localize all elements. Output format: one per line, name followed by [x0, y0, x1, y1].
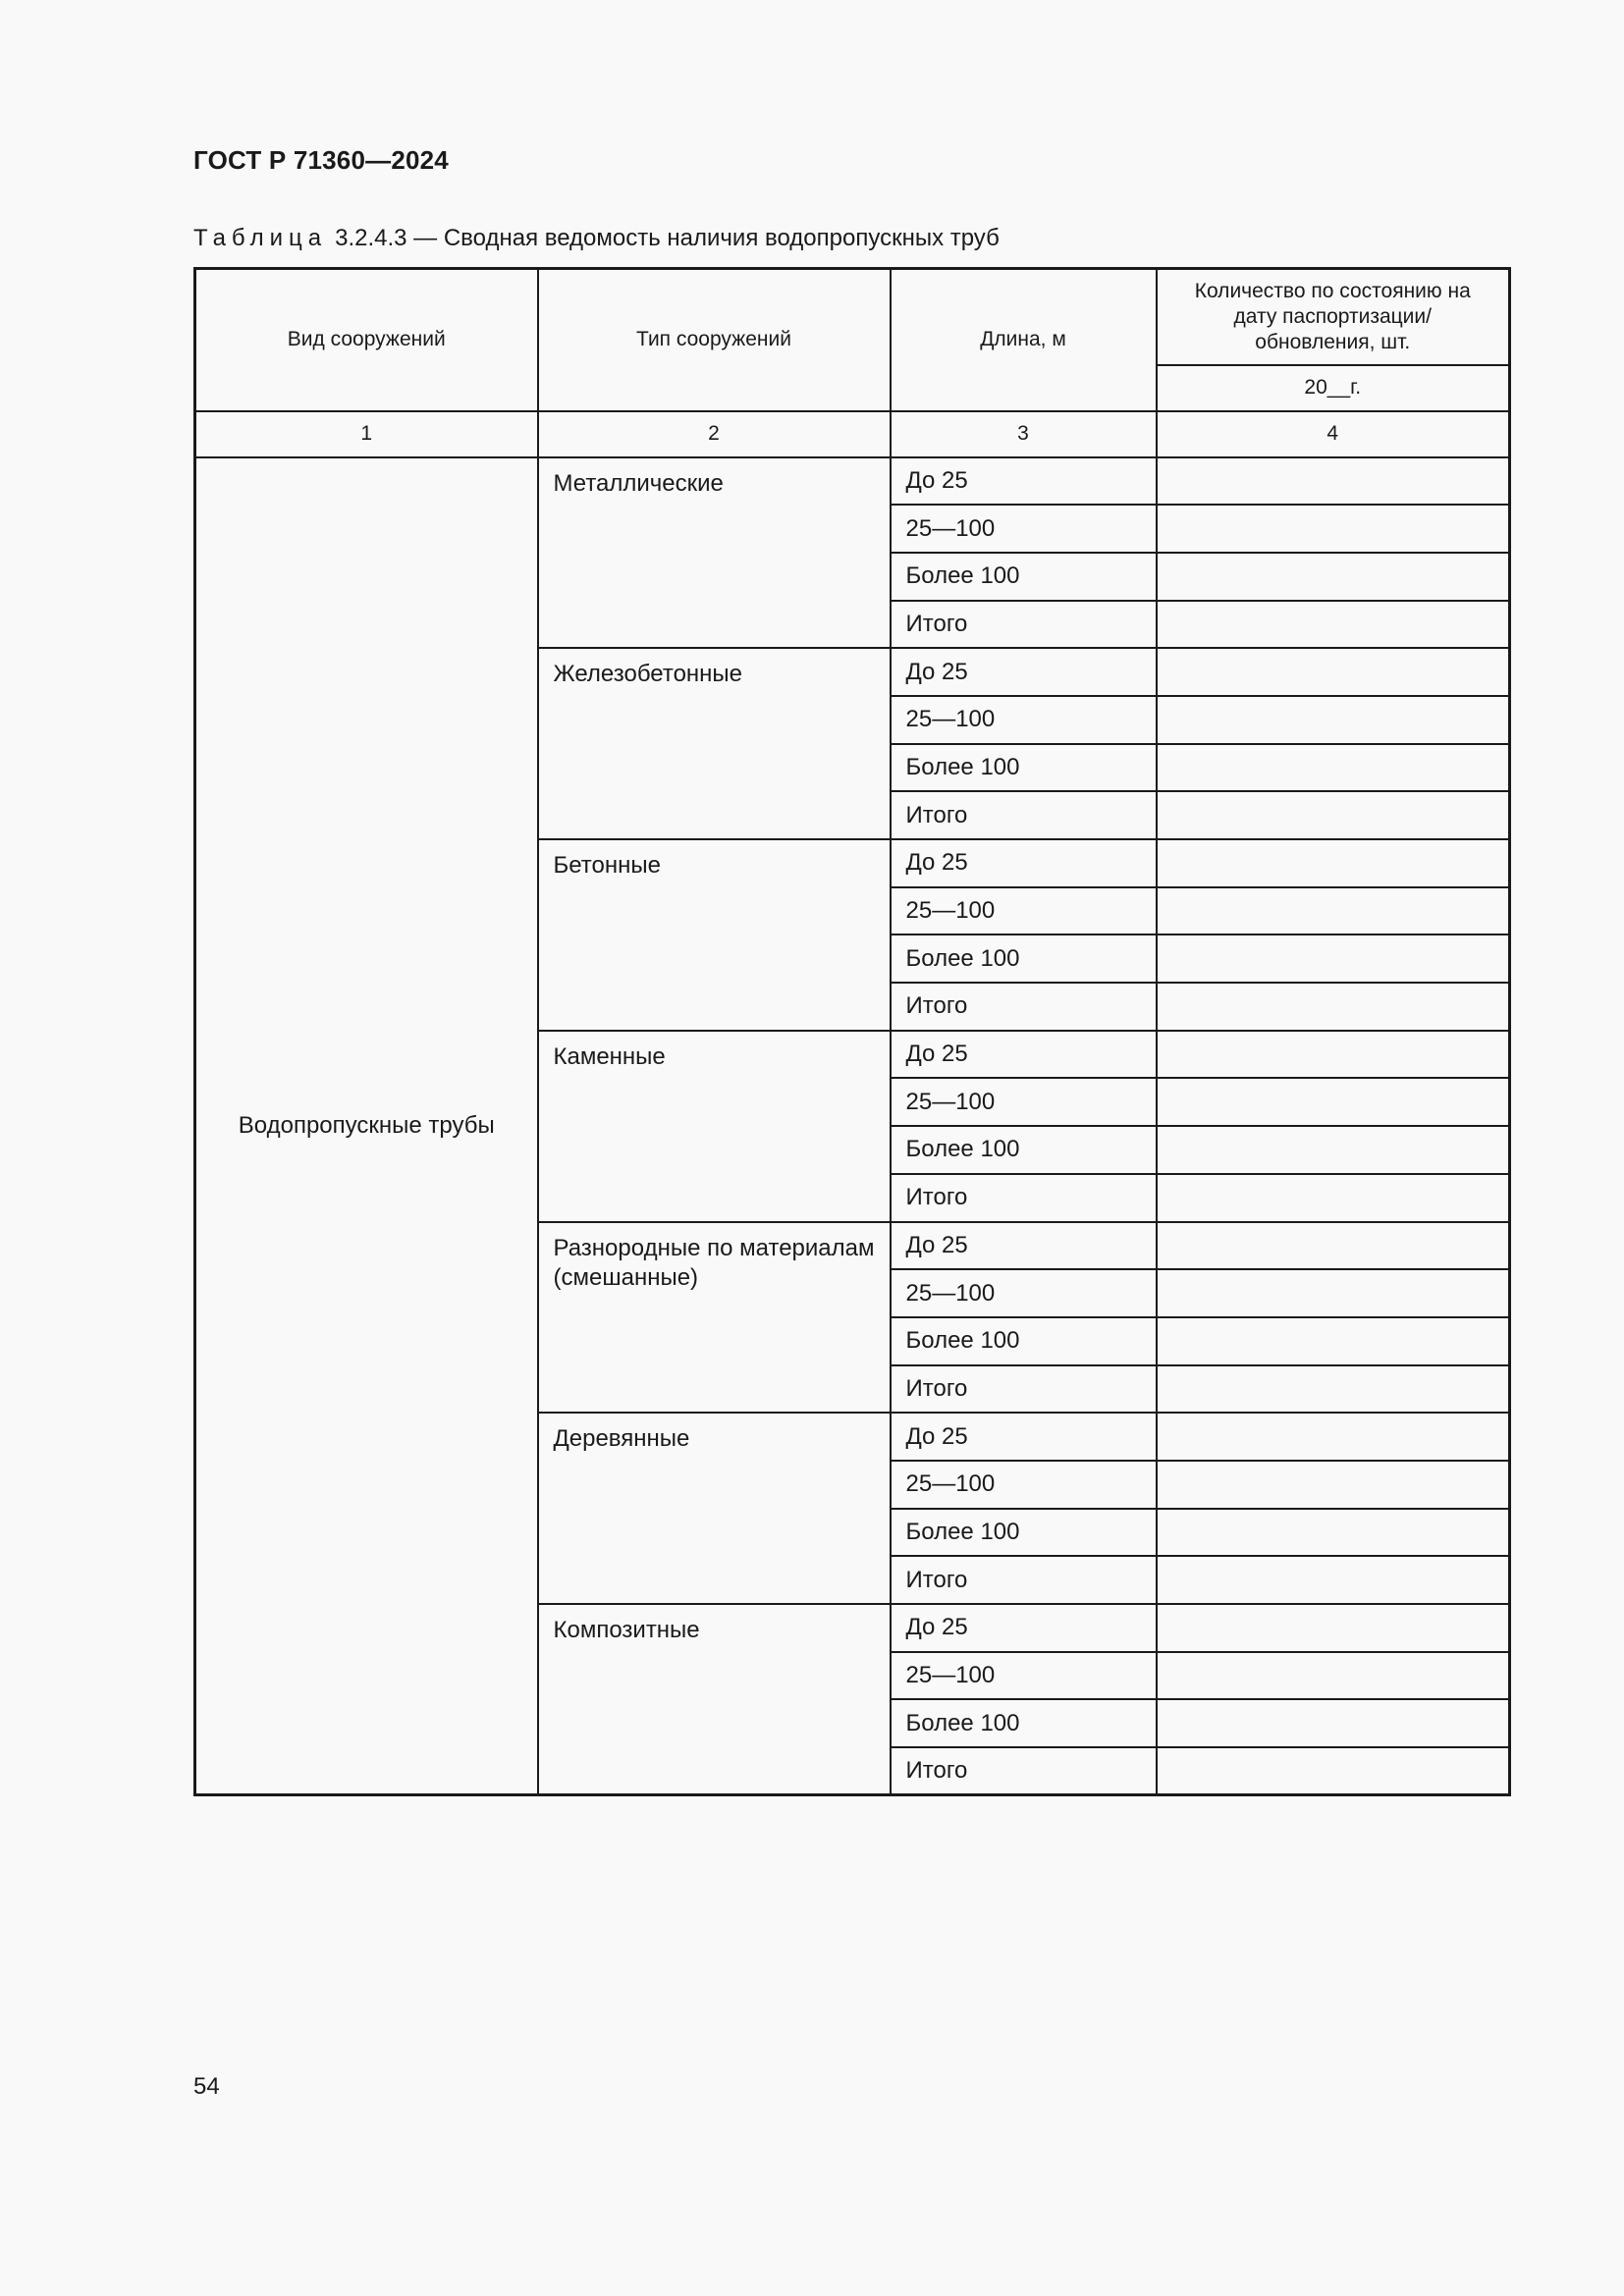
type-cell: Деревянные [538, 1413, 891, 1604]
quantity-cell [1157, 1556, 1510, 1604]
length-cell: Более 100 [891, 1699, 1157, 1747]
document-title: ГОСТ Р 71360—2024 [193, 145, 449, 175]
table-row [195, 457, 1510, 506]
length-cell: 25—100 [891, 887, 1157, 935]
table-caption-text: 3.2.4.3 — Сводная ведомость наличия водопропускных труб [335, 225, 1000, 251]
length-cell: До 25 [891, 1222, 1157, 1270]
header-kind: Вид сооружений [195, 269, 538, 411]
quantity-cell [1157, 505, 1510, 553]
header-quantity [1157, 269, 1510, 365]
length-cell: 25—100 [891, 1461, 1157, 1509]
quantity-cell [1157, 887, 1510, 935]
quantity-cell [1157, 1222, 1510, 1270]
quantity-cell [1157, 1747, 1510, 1795]
table-body [195, 457, 1510, 1795]
type-cell: Металлические [538, 457, 891, 649]
length-cell: Более 100 [891, 934, 1157, 983]
length-cell: Более 100 [891, 1126, 1157, 1174]
quantity-cell [1157, 553, 1510, 601]
length-cell: Итого [891, 791, 1157, 839]
type-cell: Каменные [538, 1031, 891, 1222]
length-cell: 25—100 [891, 696, 1157, 744]
quantity-cell [1157, 744, 1510, 792]
type-cell: Бетонные [538, 839, 891, 1031]
length-cell: Итого [891, 1174, 1157, 1222]
header-type: Тип сооружений [538, 269, 891, 411]
length-cell: До 25 [891, 1031, 1157, 1079]
quantity-cell [1157, 839, 1510, 887]
quantity-cell [1157, 1365, 1510, 1414]
column-number: 2 [538, 411, 891, 457]
type-cell: Композитные [538, 1604, 891, 1795]
quantity-cell [1157, 1699, 1510, 1747]
length-cell: До 25 [891, 1604, 1157, 1652]
length-cell: До 25 [891, 648, 1157, 696]
column-number: 4 [1157, 411, 1510, 457]
quantity-cell [1157, 983, 1510, 1031]
quantity-cell [1157, 1174, 1510, 1222]
length-cell: Более 100 [891, 1509, 1157, 1557]
length-cell: Итого [891, 1365, 1157, 1414]
kind-cell: Водопропускные трубы [195, 457, 538, 1795]
type-cell: Разнородные по материалам (смешанные) [538, 1222, 891, 1414]
column-number: 1 [195, 411, 538, 457]
quantity-cell [1157, 1413, 1510, 1461]
length-cell: Итого [891, 1556, 1157, 1604]
quantity-cell [1157, 601, 1510, 649]
length-cell: Итого [891, 1747, 1157, 1795]
quantity-cell [1157, 1126, 1510, 1174]
table-caption-label: Таблица [193, 225, 328, 251]
quantity-cell [1157, 1317, 1510, 1365]
length-cell: Итого [891, 601, 1157, 649]
quantity-cell [1157, 648, 1510, 696]
quantity-cell [1157, 1078, 1510, 1126]
length-cell: 25—100 [891, 1652, 1157, 1700]
header-quantity-text: Количество по состоянию на дату паспортизации/ обновления, шт. [1194, 280, 1471, 353]
length-cell: До 25 [891, 839, 1157, 887]
quantity-cell [1157, 791, 1510, 839]
length-cell: Более 100 [891, 744, 1157, 792]
header-year: 20__г. [1157, 365, 1510, 411]
column-number: 3 [891, 411, 1157, 457]
length-cell: До 25 [891, 457, 1157, 506]
length-cell: 25—100 [891, 1078, 1157, 1126]
quantity-cell [1157, 934, 1510, 983]
culverts-summary-table [193, 267, 1511, 1796]
column-number-row [195, 411, 1510, 457]
length-cell: Итого [891, 983, 1157, 1031]
length-cell: 25—100 [891, 505, 1157, 553]
quantity-cell [1157, 1269, 1510, 1317]
quantity-cell [1157, 1461, 1510, 1509]
length-cell: 25—100 [891, 1269, 1157, 1317]
length-cell: Более 100 [891, 1317, 1157, 1365]
type-cell: Железобетонные [538, 648, 891, 839]
length-cell: До 25 [891, 1413, 1157, 1461]
quantity-cell [1157, 1031, 1510, 1079]
quantity-cell [1157, 696, 1510, 744]
table-caption [193, 225, 1000, 252]
quantity-cell [1157, 1604, 1510, 1652]
quantity-cell [1157, 1652, 1510, 1700]
page-number: 54 [193, 2073, 220, 2100]
quantity-cell [1157, 457, 1510, 506]
header-length: Длина, м [891, 269, 1157, 411]
length-cell: Более 100 [891, 553, 1157, 601]
quantity-cell [1157, 1509, 1510, 1557]
